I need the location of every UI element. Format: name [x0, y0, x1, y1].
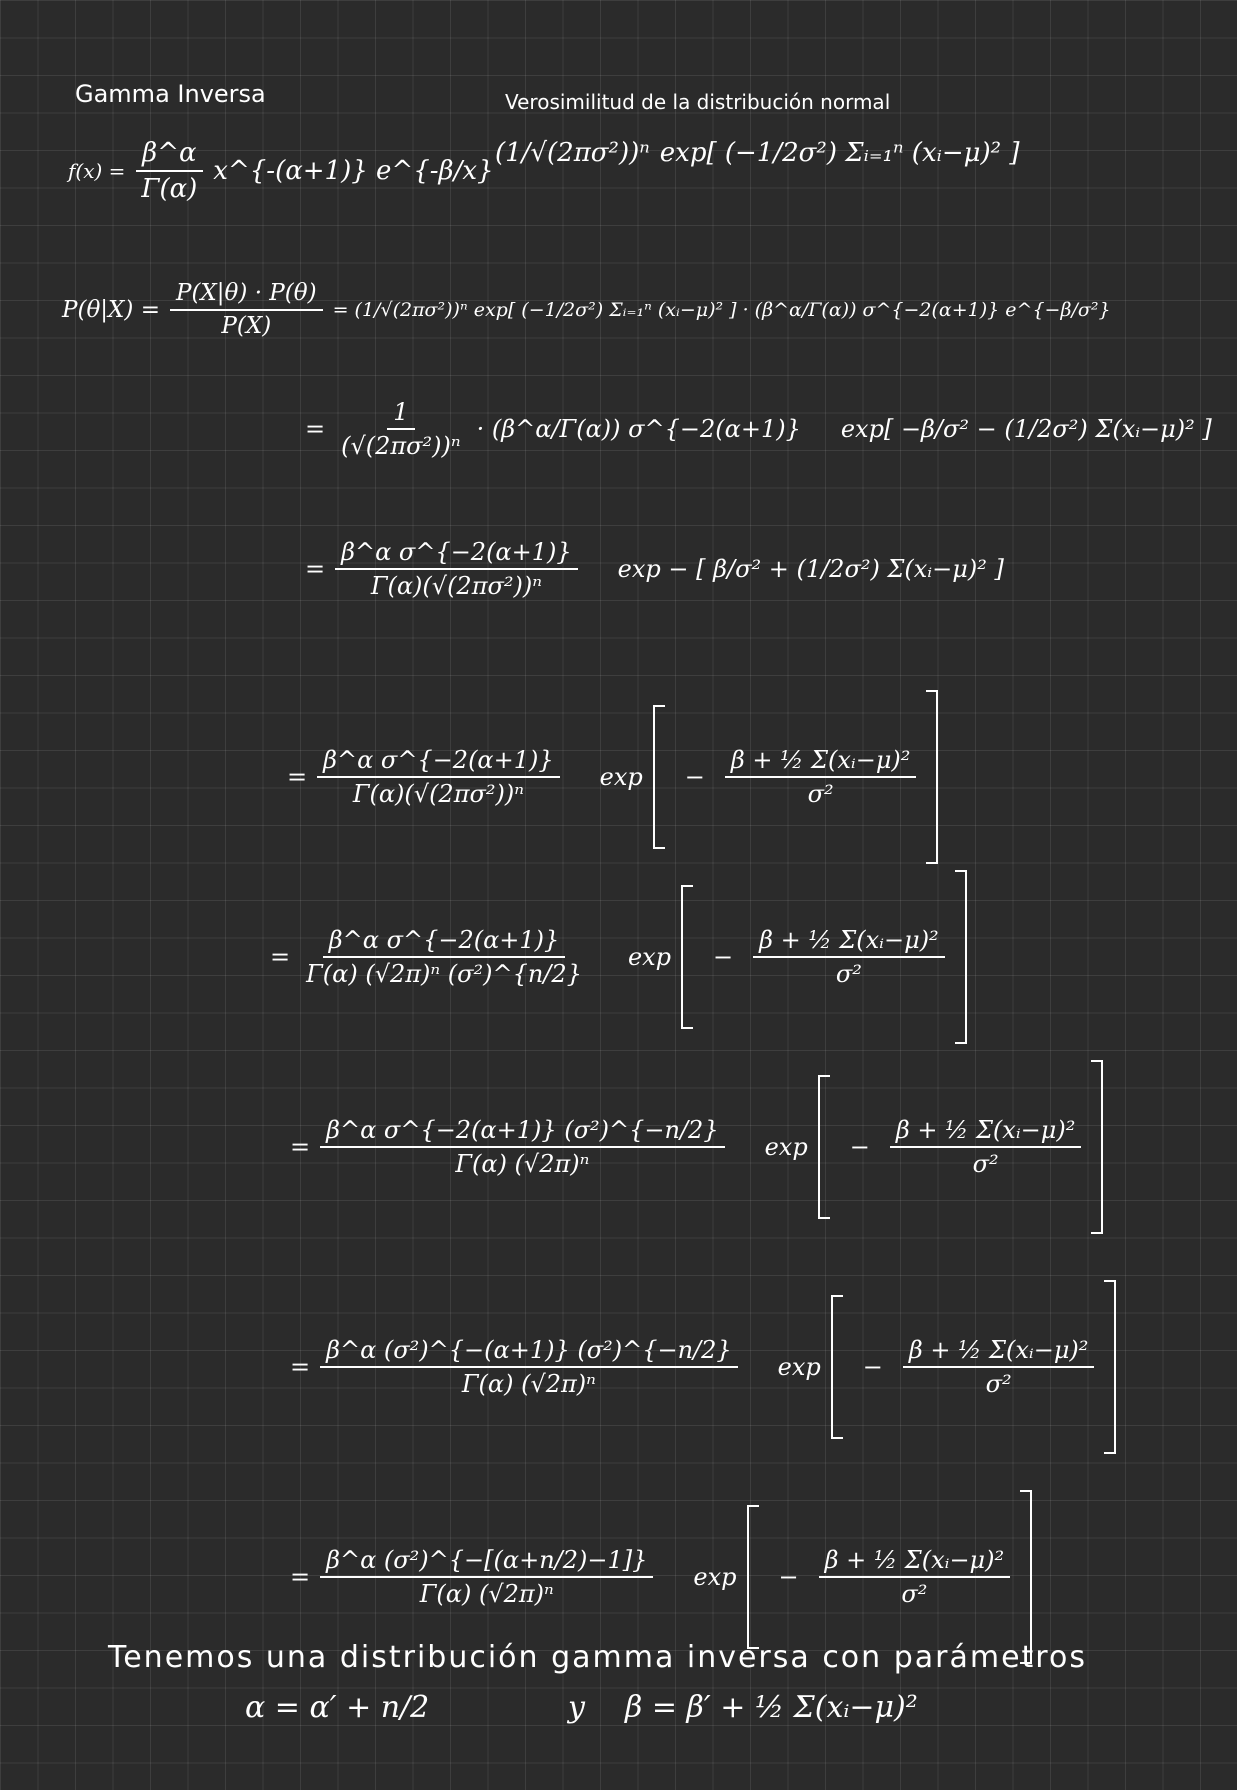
step-2-num: β^α σ^{−2(α+1)} [335, 540, 578, 570]
step-5-bracket-left [818, 1075, 830, 1219]
step-4: = $\frac{\text{β\textasciicircum{}α σ\textasciicircum{}\{−2(α+1)\}}}{\text{Γ(α) (√2π)ⁿ (σ²)\textasciicircum{}\{n/2\}}}$ exp − $\frac{\text{β + ½ Σ(xᵢ−μ)²}}{\text{σ²}}$ [270, 870, 967, 1044]
posterior-bayes-fraction [170, 282, 323, 338]
step-6-bracket-right [1104, 1280, 1116, 1454]
posterior-bayes-num: P(X|θ) · P(θ) [170, 282, 323, 311]
step-2-equals: = [305, 555, 326, 583]
posterior-lhs: P(θ|X) = [62, 296, 160, 323]
step-5-exp-den: σ² [972, 1150, 999, 1178]
conclusion-alpha: α = α′ + n/2 [245, 1690, 430, 1725]
heading-gamma-inversa: Gamma Inversa [75, 80, 266, 108]
step-7: = $\frac{\text{β\textasciicircum{}α (σ²)\textasciicircum{}\{−[(α+n/2)−1]\}}}{\text{Γ(α) (√2π)ⁿ}}$ exp − $\frac{\text{β + ½ Σ(xᵢ−μ)²}}{\text{σ²}}$ [290, 1490, 1032, 1664]
step-3-bracket-right [926, 690, 938, 864]
step-7-bracket-left [747, 1505, 759, 1649]
step-3: = $\frac{\text{β\textasciicircum{}α σ\textasciicircum{}\{−2(α+1)\}}}{\text{Γ(α)(√(2πσ²))ⁿ}}$ exp − $\frac{\text{β + ½ Σ(xᵢ−μ)²}}{\text{σ²}}$ [287, 690, 938, 864]
step-4-exp-label: exp [627, 943, 672, 971]
step-7-equals: = [290, 1563, 311, 1591]
step-5-exp-num: β + ½ Σ(xᵢ−μ)² [890, 1118, 1082, 1148]
step-5-exp-fraction [890, 1118, 1082, 1176]
step-4-den: Γ(α) (√2π)ⁿ (σ²)^{n/2} [306, 960, 582, 988]
step-7-exp-fraction [819, 1548, 1011, 1606]
conclusion-text: Tenemos una distribución gamma inversa con parámetros [108, 1640, 1087, 1675]
step-4-num: β^α σ^{−2(α+1)} [323, 928, 566, 958]
step-2-den: Γ(α)(√(2πσ²))ⁿ [370, 572, 542, 600]
step-2-fraction [335, 540, 578, 598]
step-3-exp-label: exp [599, 763, 643, 791]
posterior-bayes-den: P(X) [221, 313, 272, 339]
step-3-exp-fraction [725, 748, 917, 806]
step-3-exp-den: σ² [807, 780, 834, 808]
step-5-num: β^α σ^{−2(α+1)} (σ²)^{−n/2} [320, 1118, 724, 1148]
step-4-bracket-left [681, 885, 693, 1029]
step-5: = $\frac{\text{β\textasciicircum{}α σ\textasciicircum{}\{−2(α+1)\} (σ²)\textasciicircum{}\{−n/2\}}}{\text{Γ(α) (√2π)ⁿ}}$ exp − $\frac{\text{β + ½ Σ(xᵢ−μ)²}}{\text{σ²}}$ [290, 1060, 1103, 1234]
step-7-exp-den: σ² [901, 1580, 928, 1608]
step-1-fraction [335, 400, 467, 458]
step-6-fraction [320, 1338, 738, 1396]
step-6-exp-label: exp [777, 1353, 821, 1381]
step-7-den: Γ(α) (√2π)ⁿ [419, 1580, 554, 1608]
step-1-num: 1 [387, 400, 414, 430]
step-5-equals: = [290, 1133, 311, 1161]
likelihood-formula [495, 140, 1020, 166]
step-4-bracket-right [955, 870, 967, 1044]
step-2-exp: exp − [ β/σ² + (1/2σ²) Σ(xᵢ−μ)² ] [617, 555, 1004, 583]
step-5-exp-label: exp [764, 1133, 808, 1161]
gamma-pdf-formula [68, 140, 494, 202]
step-7-num: β^α (σ²)^{−[(α+n/2)−1]} [320, 1548, 653, 1578]
gamma-pdf-fraction [135, 140, 203, 202]
step-7-exp-num: β + ½ Σ(xᵢ−μ)² [819, 1548, 1011, 1578]
step-6-equals: = [290, 1353, 311, 1381]
step-3-exp-num: β + ½ Σ(xᵢ−μ)² [725, 748, 917, 778]
step-6-num: β^α (σ²)^{−(α+1)} (σ²)^{−n/2} [320, 1338, 738, 1368]
step-6-exp-den: σ² [985, 1370, 1012, 1398]
step-6-exp-num: β + ½ Σ(xᵢ−μ)² [903, 1338, 1095, 1368]
step-2 [305, 540, 1004, 598]
step-7-exp-label: exp [693, 1563, 737, 1591]
heading-verosimilitud: Verosimilitud de la distribución normal [505, 90, 891, 114]
likelihood-exp: exp[ (−1/2σ²) Σᵢ₌₁ⁿ (xᵢ−μ)² ] [659, 138, 1020, 168]
step-1 [305, 400, 1212, 458]
step-4-exp-fraction [753, 928, 945, 986]
gamma-pdf-lhs: f(x) = [68, 159, 126, 183]
step-1-mid: · (β^α/Γ(α)) σ^{−2(α+1)} [476, 415, 801, 443]
step-4-fraction [300, 928, 588, 986]
gamma-pdf-rest: x^{-(α+1)} e^{-β/x} [213, 156, 494, 186]
step-5-bracket-right [1091, 1060, 1103, 1234]
step-6: = $\frac{\text{β\textasciicircum{}α (σ²)\textasciicircum{}\{−(α+1)\} (σ²)\textasciicircum{}\{−n/2\}}}{\text{Γ(α) (√2π)ⁿ}}$ exp − $\frac{\text{β + ½ Σ(xᵢ−μ)²}}{\text{σ²}}$ [290, 1280, 1116, 1454]
gamma-pdf-num: β^α [136, 140, 202, 172]
step-3-equals: = [287, 763, 308, 791]
step-1-exp: exp[ −β/σ² − (1/2σ²) Σ(xᵢ−μ)² ] [840, 415, 1212, 443]
conclusion-beta: β = β′ + ½ Σ(xᵢ−μ)² [625, 1690, 918, 1725]
posterior-formula [62, 282, 1111, 338]
gamma-pdf-den: Γ(α) [141, 174, 198, 204]
posterior-rhs: = (1/√(2πσ²))ⁿ exp[ (−1/2σ²) Σᵢ₌₁ⁿ (xᵢ−μ)² ] · (β^α/Γ(α)) σ^{−2(α+1)} e^{−β/σ²} [332, 298, 1111, 321]
step-4-exp-den: σ² [835, 960, 862, 988]
step-1-equals: = [305, 415, 326, 443]
step-3-fraction [317, 748, 560, 806]
step-6-exp-fraction [903, 1338, 1095, 1396]
step-6-den: Γ(α) (√2π)ⁿ [461, 1370, 596, 1398]
step-6-bracket-left [831, 1295, 843, 1439]
step-5-den: Γ(α) (√2π)ⁿ [455, 1150, 590, 1178]
conclusion-and: y [568, 1690, 585, 1725]
step-5-fraction [320, 1118, 724, 1176]
step-4-equals: = [270, 943, 291, 971]
step-3-den: Γ(α)(√(2πσ²))ⁿ [352, 780, 524, 808]
step-3-bracket-left [653, 705, 665, 849]
step-7-fraction [320, 1548, 653, 1606]
likelihood-paren: (1/√(2πσ²))ⁿ [495, 138, 650, 168]
step-3-num: β^α σ^{−2(α+1)} [317, 748, 560, 778]
step-4-exp-num: β + ½ Σ(xᵢ−μ)² [753, 928, 945, 958]
step-1-den: (√(2πσ²))ⁿ [341, 432, 461, 460]
step-7-bracket-right [1020, 1490, 1032, 1664]
